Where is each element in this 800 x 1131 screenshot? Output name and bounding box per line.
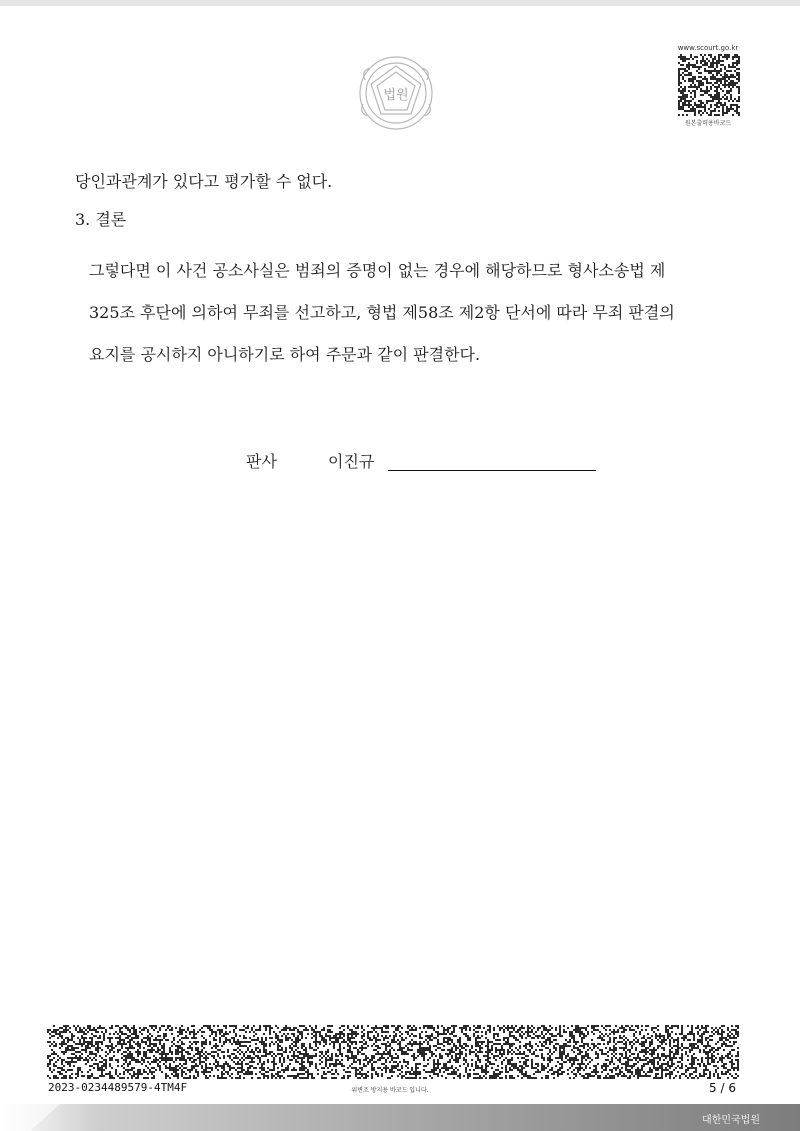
judge-name: 이진규: [328, 452, 375, 471]
qr-code-icon: [678, 54, 740, 116]
qr-url-text: www.scourt.go.kr: [677, 44, 739, 52]
judge-title: 판사: [246, 452, 277, 471]
conclusion-line: 요지를 공시하지 아니하기로 하여 주문과 같이 판결한다.: [89, 345, 481, 364]
document-id: 2023-0234489579-4TM4F: [48, 1081, 188, 1094]
page-number: 5 / 6: [709, 1081, 736, 1095]
barcode-caption: 위변조 방지용 바코드 입니다.: [351, 1087, 429, 1094]
qr-caption: 원본출력용바코드: [684, 120, 732, 127]
conclusion-paragraph: [75, 250, 735, 376]
top-rule: [0, 0, 800, 6]
section-heading: 3. 결론: [75, 210, 127, 229]
continuation-text: 당인과관계가 있다고 평가할 수 없다.: [75, 172, 333, 191]
anti-forgery-barcode-icon: [47, 1025, 739, 1079]
conclusion-line: 325조 후단에 의하여 무죄를 선고하고, 형법 제58조 제2항 단서에 따라 무죄 판결의: [89, 303, 675, 322]
seal-text: 법원: [383, 88, 409, 103]
issuer-label: 대한민국법원: [702, 1115, 760, 1126]
signature-line: [388, 470, 596, 471]
conclusion-line: 그렇다면 이 사건 공소사실은 범죄의 증명이 없는 경우에 해당하므로 형사소송법 제: [89, 261, 666, 280]
